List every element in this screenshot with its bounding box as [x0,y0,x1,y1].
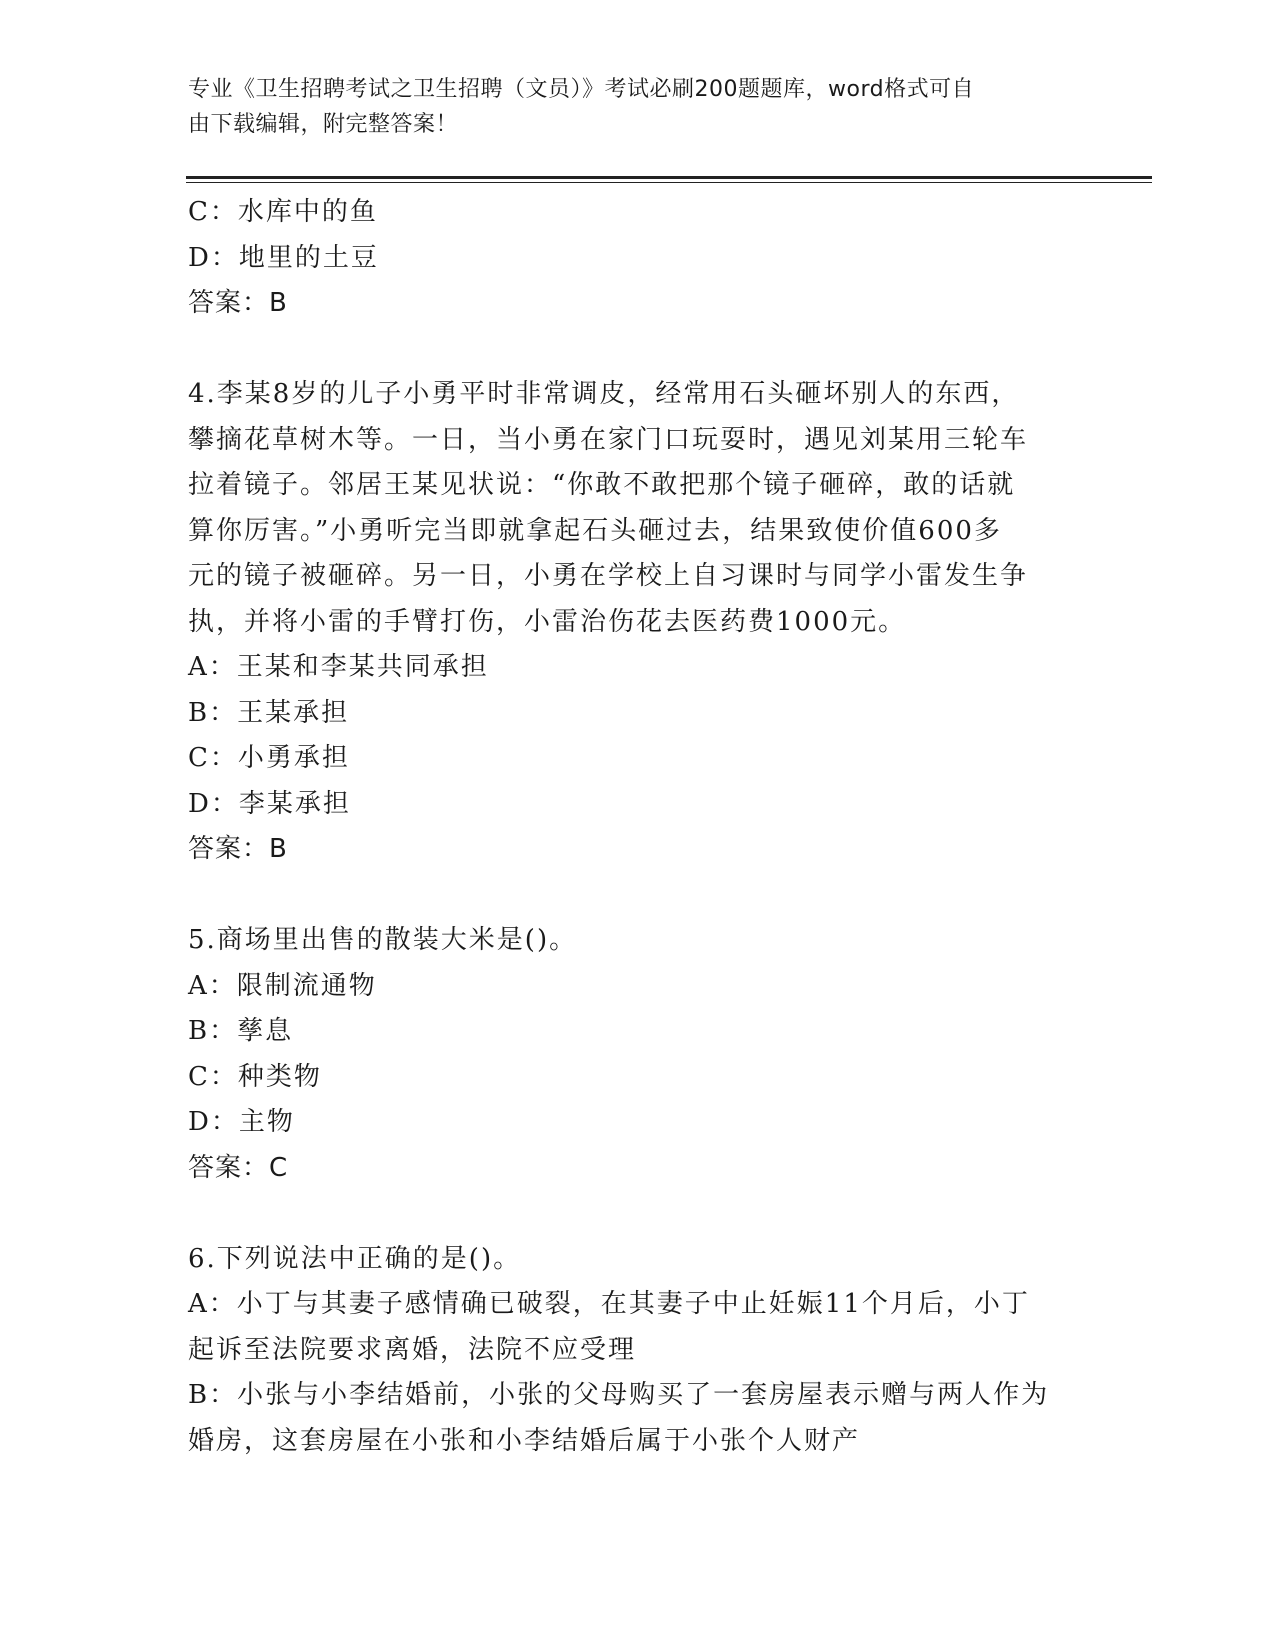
header-line-2: 由下载编辑，附完整答案！ [188,112,459,137]
q4-stem-line-4: 算你厉害。”小勇听完当即就拿起石头砸过去，结果致使价值600多 [188,515,1002,546]
q4-stem-line-2: 攀摘花草树木等。一日，当小勇在家门口玩耍时，遇见刘某用三轮车 [188,424,1029,455]
q5-option-d: D：主物 [188,1107,295,1137]
spacer [188,1191,1068,1237]
q5-answer: 答案：C [188,1152,289,1183]
q4-option-a: A：王某和李某共同承担 [188,652,489,682]
q6-stem: 6.下列说法中正确的是()。 [188,1243,522,1274]
q6-option-b-line-1: B：小张与小李结婚前，小张的父母购买了一套房屋表示赠与两人作为 [188,1380,1050,1410]
q4-stem-line-3: 拉着镜子。邻居王某见状说：“你敢不敢把那个镜子砸碎，敢的话就 [188,470,1016,500]
q3-answer: 答案：B [188,288,288,318]
spacer [188,327,1068,373]
question-content [188,190,1068,1464]
q6-option-a-line-2: 起诉至法院要求离婚，法院不应受理 [188,1334,637,1365]
q5-option-a: A：限制流通物 [188,970,377,1001]
q4-option-c: C：小勇承担 [188,743,350,773]
q3-option-c: C：水库中的鱼 [188,197,378,227]
q6-option-b-line-2: 婚房，这套房屋在小张和小李结婚后属于小张个人财产 [188,1425,861,1456]
page-header [188,72,1068,142]
q6-option-a-line-1: A：小丁与其妻子感情确已破裂，在其妻子中止妊娠11个月后，小丁 [188,1289,1030,1319]
q5-stem: 5.商场里出售的散装大米是()。 [188,925,578,955]
q5-option-b: B：孳息 [188,1016,294,1046]
q4-stem-line-6: 执，并将小雷的手臂打伤，小雷治伤花去医药费1000元。 [188,606,907,637]
spacer [188,873,1068,919]
header-line-1: 专业《卫生招聘考试之卫生招聘（文员）》考试必刷200题题库，word格式可自 [188,77,975,102]
q4-option-d: D：李某承担 [188,788,351,819]
header-divider-thick [186,176,1152,179]
q3-option-d: D：地里的土豆 [188,242,379,273]
q4-answer: 答案：B [188,834,288,864]
q5-option-c: C：种类物 [188,1061,322,1092]
q4-stem-line-5: 元的镜子被砸碎。另一日，小勇在学校上自习课时与同学小雷发生争 [188,561,1029,591]
header-divider-thin [186,182,1152,183]
q4-option-b: B：王某承担 [188,697,350,728]
q4-stem-line-1: 4.李某8岁的儿子小勇平时非常调皮，经常用石头砸坏别人的东西， [188,379,1020,409]
